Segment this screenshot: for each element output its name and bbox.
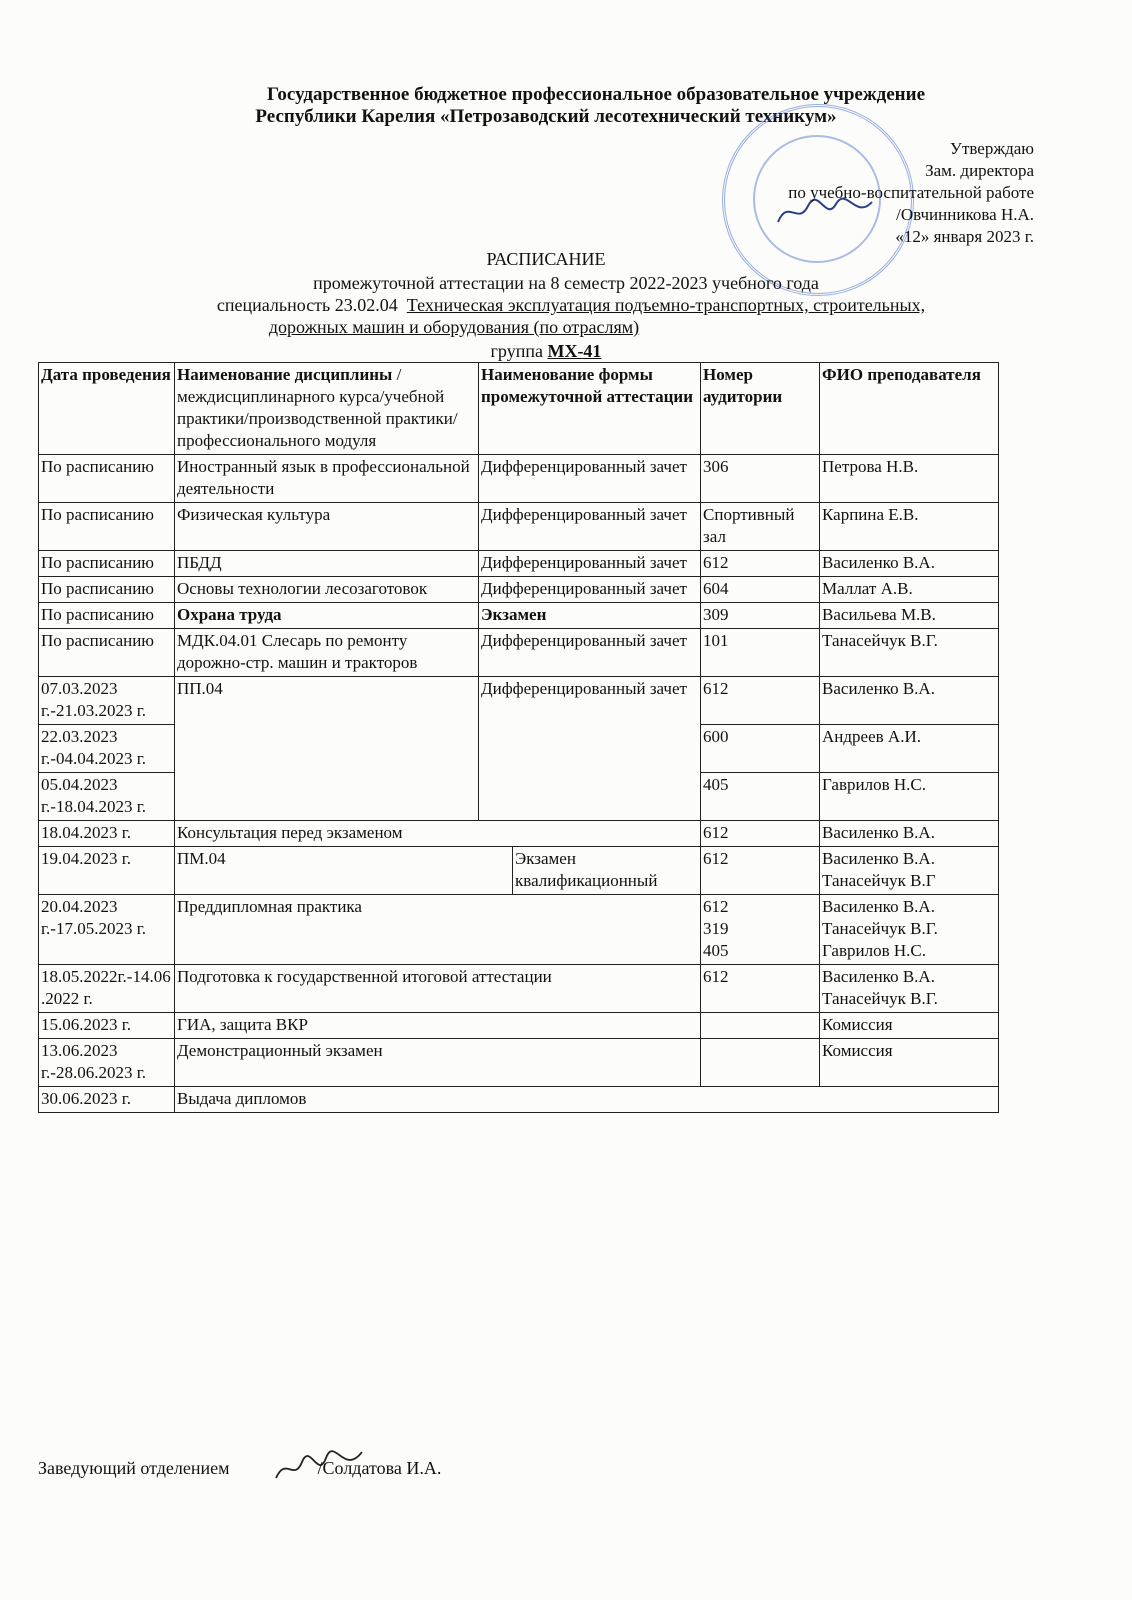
approval-line-2: Зам. директора (925, 161, 1034, 180)
cell-teacher: Карпина Е.В. (820, 503, 999, 551)
cell-form: Дифференцированный зачет (479, 551, 701, 577)
cell-form: Дифференцированный зачет (479, 577, 701, 603)
table-row (39, 1087, 999, 1113)
teacher-line: Гаврилов Н.С. (822, 941, 926, 960)
cell-room: 612 (701, 965, 820, 1013)
table-header-row (39, 363, 999, 455)
teacher-line: Василенко В.А. (822, 967, 935, 986)
table-row (39, 551, 999, 577)
cell-room: 612 (701, 821, 820, 847)
table-row (39, 965, 999, 1013)
cell-teacher (820, 895, 999, 965)
cell-room: 600 (701, 725, 820, 773)
cell-teacher: Комиссия (820, 1039, 999, 1087)
table-row (39, 895, 999, 965)
cell-teacher: Комиссия (820, 1013, 999, 1039)
cell-room: Спортивный зал (701, 503, 820, 551)
cell-date: 05.04.2023 г.-18.04.2023 г. (39, 773, 175, 821)
teacher-line: Танасейчук В.Г. (822, 989, 938, 1008)
cell-teacher: Андреев А.И. (820, 725, 999, 773)
cell-teacher: Василенко В.А. (820, 821, 999, 847)
cell-discipline: Физическая культура (175, 503, 479, 551)
teacher-line: Танасейчук В.Г. (822, 919, 938, 938)
specialty-name-1: Техническая эксплуатация подъемно-транспортных, строительных, (406, 295, 926, 315)
group-name: МХ-41 (547, 341, 602, 361)
cell-discipline: Консультация перед экзаменом (175, 821, 701, 847)
specialty-prefix: специальность 23.02.04 (216, 295, 398, 315)
teacher-line: Василенко В.А. (822, 897, 935, 916)
cell-teacher: Василенко В.А. (820, 551, 999, 577)
table-row (39, 677, 999, 725)
cell-room (701, 895, 820, 965)
cell-date: 18.05.2022г.-14.06.2022 г. (39, 965, 175, 1013)
table-row (39, 503, 999, 551)
header-discipline (175, 363, 479, 455)
header-form: Наименование формы промежуточной аттестации (479, 363, 701, 455)
cell-date: 19.04.2023 г. (39, 847, 175, 895)
table-row (39, 1013, 999, 1039)
schedule-table (38, 362, 999, 1113)
cell-form: Экзамен (479, 603, 701, 629)
room-line: 319 (703, 919, 729, 938)
cell-date: 15.06.2023 г. (39, 1013, 175, 1039)
cell-form: Дифференцированный зачет (479, 503, 701, 551)
specialty-line (5, 294, 1132, 316)
header-discipline-main: Наименование дисциплины (177, 365, 393, 384)
cell-discipline: Охрана труда (175, 603, 479, 629)
specialty-line-2 (0, 316, 1020, 338)
table-row (39, 847, 999, 895)
cell-date: 13.06.2023 г.-28.06.2023 г. (39, 1039, 175, 1087)
cell-form: Дифференцированный зачет (479, 629, 701, 677)
cell-discipline: Подготовка к государственной итоговой аттестации (175, 965, 701, 1013)
approval-line-1: Утверждаю (949, 139, 1034, 158)
group-prefix: группа (490, 341, 543, 361)
cell-room: 309 (701, 603, 820, 629)
table-row (39, 455, 999, 503)
header-date: Дата проведения (39, 363, 175, 455)
teacher-line: Василенко В.А. (822, 849, 935, 868)
cell-date: По расписанию (39, 551, 175, 577)
footer-signature-line (38, 1458, 441, 1479)
cell-teacher (820, 965, 999, 1013)
cell-date: 30.06.2023 г. (39, 1087, 175, 1113)
cell-room: 612 (701, 847, 820, 895)
cell-teacher (820, 847, 999, 895)
cell-teacher: Маллат А.В. (820, 577, 999, 603)
cell-teacher: Гаврилов Н.С. (820, 773, 999, 821)
cell-room: 101 (701, 629, 820, 677)
cell-form: Дифференцированный зачет (479, 455, 701, 503)
cell-discipline: ПП.04 (175, 677, 479, 821)
cell-room: 612 (701, 551, 820, 577)
header-room: Номер аудитории (701, 363, 820, 455)
cell-room (701, 1013, 820, 1039)
document-subtitle: промежуточной аттестации на 8 семестр 2022-2023 учебного года (313, 273, 819, 293)
cell-teacher: Петрова Н.В. (820, 455, 999, 503)
room-line: 405 (703, 941, 729, 960)
cell-teacher: Василенко В.А. (820, 677, 999, 725)
cell-discipline: ГИА, защита ВКР (175, 1013, 701, 1039)
table-row (39, 577, 999, 603)
document-heading: РАСПИСАНИЕ (486, 249, 606, 269)
cell-room (701, 1039, 820, 1087)
cell-room: 612 (701, 677, 820, 725)
institution-line-1: Государственное бюджетное профессиональное образовательное учреждение (266, 84, 926, 105)
cell-date: 20.04.2023 г.-17.05.2023 г. (39, 895, 175, 965)
cell-room: 405 (701, 773, 820, 821)
cell-discipline: Преддипломная практика (175, 895, 701, 965)
cell-form: Дифференцированный зачет (479, 677, 701, 821)
approval-line-3: по учебно-воспитательной работе (788, 183, 1034, 202)
table-row (39, 629, 999, 677)
cell-teacher: Танасейчук В.Г. (820, 629, 999, 677)
cell-discipline: Иностранный язык в профессиональной деятельности (175, 455, 479, 503)
cell-discipline: ПМ.04 (175, 847, 513, 895)
table-row (39, 603, 999, 629)
footer-name: /Солдатова И.А. (317, 1458, 442, 1478)
approval-line-4: /Овчинникова Н.А. (896, 205, 1034, 224)
cell-date: 18.04.2023 г. (39, 821, 175, 847)
cell-date: 22.03.2023 г.-04.04.2023 г. (39, 725, 175, 773)
cell-discipline: Выдача дипломов (175, 1087, 999, 1113)
cell-date: По расписанию (39, 577, 175, 603)
cell-room: 604 (701, 577, 820, 603)
cell-date: По расписанию (39, 503, 175, 551)
room-line: 612 (703, 897, 729, 916)
specialty-name-2: дорожных машин и оборудования (по отраслям) (268, 317, 640, 337)
header-teacher: ФИО преподавателя (820, 363, 999, 455)
cell-discipline: Основы технологии лесозаготовок (175, 577, 479, 603)
table-row (39, 1039, 999, 1087)
group-line (0, 340, 1112, 362)
cell-date: По расписанию (39, 629, 175, 677)
cell-date: По расписанию (39, 603, 175, 629)
institution-line-2: Республики Карелия «Петрозаводский лесотехнический техникум» (255, 106, 837, 127)
header-discipline-rest: /междисциплинарного курса/учебной практики/производственной практики/профессионального модуля (177, 365, 458, 450)
cell-date: 07.03.2023 г.-21.03.2023 г. (39, 677, 175, 725)
cell-date: По расписанию (39, 455, 175, 503)
footer-position: Заведующий отделением (38, 1458, 230, 1478)
cell-discipline: Демонстрационный экзамен (175, 1039, 701, 1087)
cell-discipline: ПБДД (175, 551, 479, 577)
cell-teacher: Васильева М.В. (820, 603, 999, 629)
cell-form: Экзамен квалификационный (513, 847, 701, 895)
approval-block (788, 138, 1034, 248)
cell-room: 306 (701, 455, 820, 503)
cell-discipline: МДК.04.01 Слесарь по ремонту дорожно-стр. машин и тракторов (175, 629, 479, 677)
approval-line-5: «12» января 2023 г. (895, 227, 1034, 246)
teacher-line: Танасейчук В.Г (822, 871, 936, 890)
table-row (39, 821, 999, 847)
